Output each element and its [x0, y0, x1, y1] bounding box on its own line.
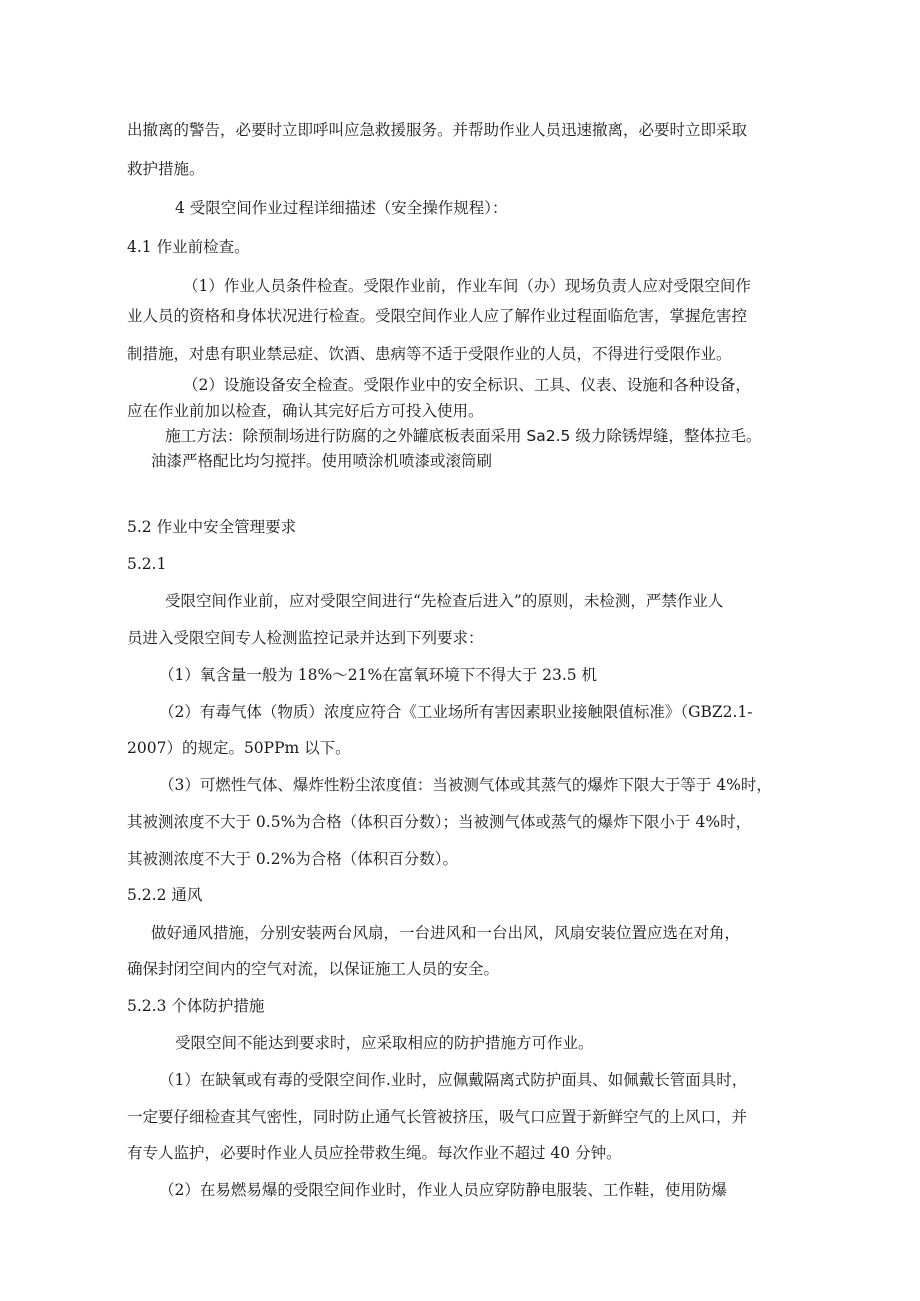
- section-heading: 5.2.3 个体防护措施: [127, 997, 265, 1015]
- paragraph-line: 受限空间作业前，应对受限空间进行“先检查后进入”的原则，未检测，严禁作业人: [165, 592, 724, 610]
- paragraph-line: （3）可燃性气体、爆炸性粉尘浓度值：当被测气体或其蒸气的爆炸下限大于等于 4%时，: [159, 776, 772, 794]
- paragraph-line: 其被测浓度不大于 0.5%为合格（体积百分数）；当被测气体或蒸气的爆炸下限小于 4%时，: [127, 813, 752, 831]
- paragraph-line: 做好通风措施，分别安装两台风扇，一台进风和一台出风，风扇安装位置应选在对角，: [151, 924, 741, 942]
- paragraph-line: 施工方法：除预制场进行防腐的之外罐底板表面采用 Sa2.5 级力除锈焊缝，整体拉毛。: [165, 427, 762, 445]
- paragraph-line: 制措施，对患有职业禁忌症、饮酒、患病等不适于受限作业的人员，不得进行受限作业。: [127, 345, 732, 363]
- paragraph-line: 救护措施。: [127, 160, 205, 178]
- paragraph-line: （1）氧含量一般为 18%～21%在富氧环境下不得大于 23.5 机: [159, 666, 598, 684]
- paragraph-line: （2）有毒气体（物质）浓度应符合《工业场所有害因素职业接触限值标准》（GBZ2.1-: [159, 703, 753, 721]
- section-heading: 5.2 作业中安全管理要求: [127, 518, 297, 536]
- paragraph-line: （2）在易燃易爆的受限空间作业时，作业人员应穿防静电服装、工作鞋，使用防爆: [159, 1181, 727, 1199]
- paragraph-line: （1）在缺氧或有毒的受限空间作.业时，应佩戴隔离式防护面具、如佩戴长管面具时，: [159, 1071, 748, 1089]
- section-heading: 5.2.2 通风: [127, 886, 203, 904]
- paragraph-line: 其被测浓度不大于 0.2%为合格（体积百分数）。: [127, 850, 459, 868]
- paragraph-line: 一定要仔细检查其气密性，同时防止通气长管被挤压，吸气口应置于新鲜空气的上风口，并: [127, 1108, 748, 1126]
- paragraph-line: 业人员的资格和身体状况进行检查。受限空间作业人应了解作业过程面临危害，掌握危害控: [127, 307, 748, 325]
- section-number: 5.2.1: [127, 555, 167, 573]
- section-heading: 4 受限空间作业过程详细描述（安全操作规程）：: [175, 199, 508, 217]
- paragraph-line: 有专人监护，必要时作业人员应拴带救生绳。每次作业不超过 40 分钟。: [127, 1144, 622, 1162]
- paragraph-line: 应在作业前加以检查，确认其完好后方可投入使用。: [127, 402, 484, 420]
- paragraph-line: 出撤离的警告，必要时立即呼叫应急救援服务。并帮助作业人员迅速撤离，必要时立即采取: [127, 121, 748, 139]
- paragraph-line: （1）作业人员条件检查。受限作业前，作业车间（办）现场负责人应对受限空间作: [183, 277, 751, 295]
- section-heading: 4.1 作业前检查。: [127, 238, 250, 256]
- paragraph-line: 2007）的规定。50PPm 以下。: [127, 739, 351, 757]
- paragraph-line: 受限空间不能达到要求时，应采取相应的防护措施方可作业。: [175, 1034, 594, 1052]
- paragraph-line: （2）设施设备安全检查。受限作业中的安全标识、工具、仪表、设施和各种设备，: [183, 376, 751, 394]
- paragraph-line: 员进入受限空间专人检测监控记录并达到下列要求：: [127, 629, 484, 647]
- paragraph-line: 油漆严格配比均匀搅拌。使用喷涂机喷漆或滚筒刷: [151, 452, 493, 470]
- paragraph-line: 确保封闭空间内的空气对流，以保证施工人员的安全。: [127, 960, 500, 978]
